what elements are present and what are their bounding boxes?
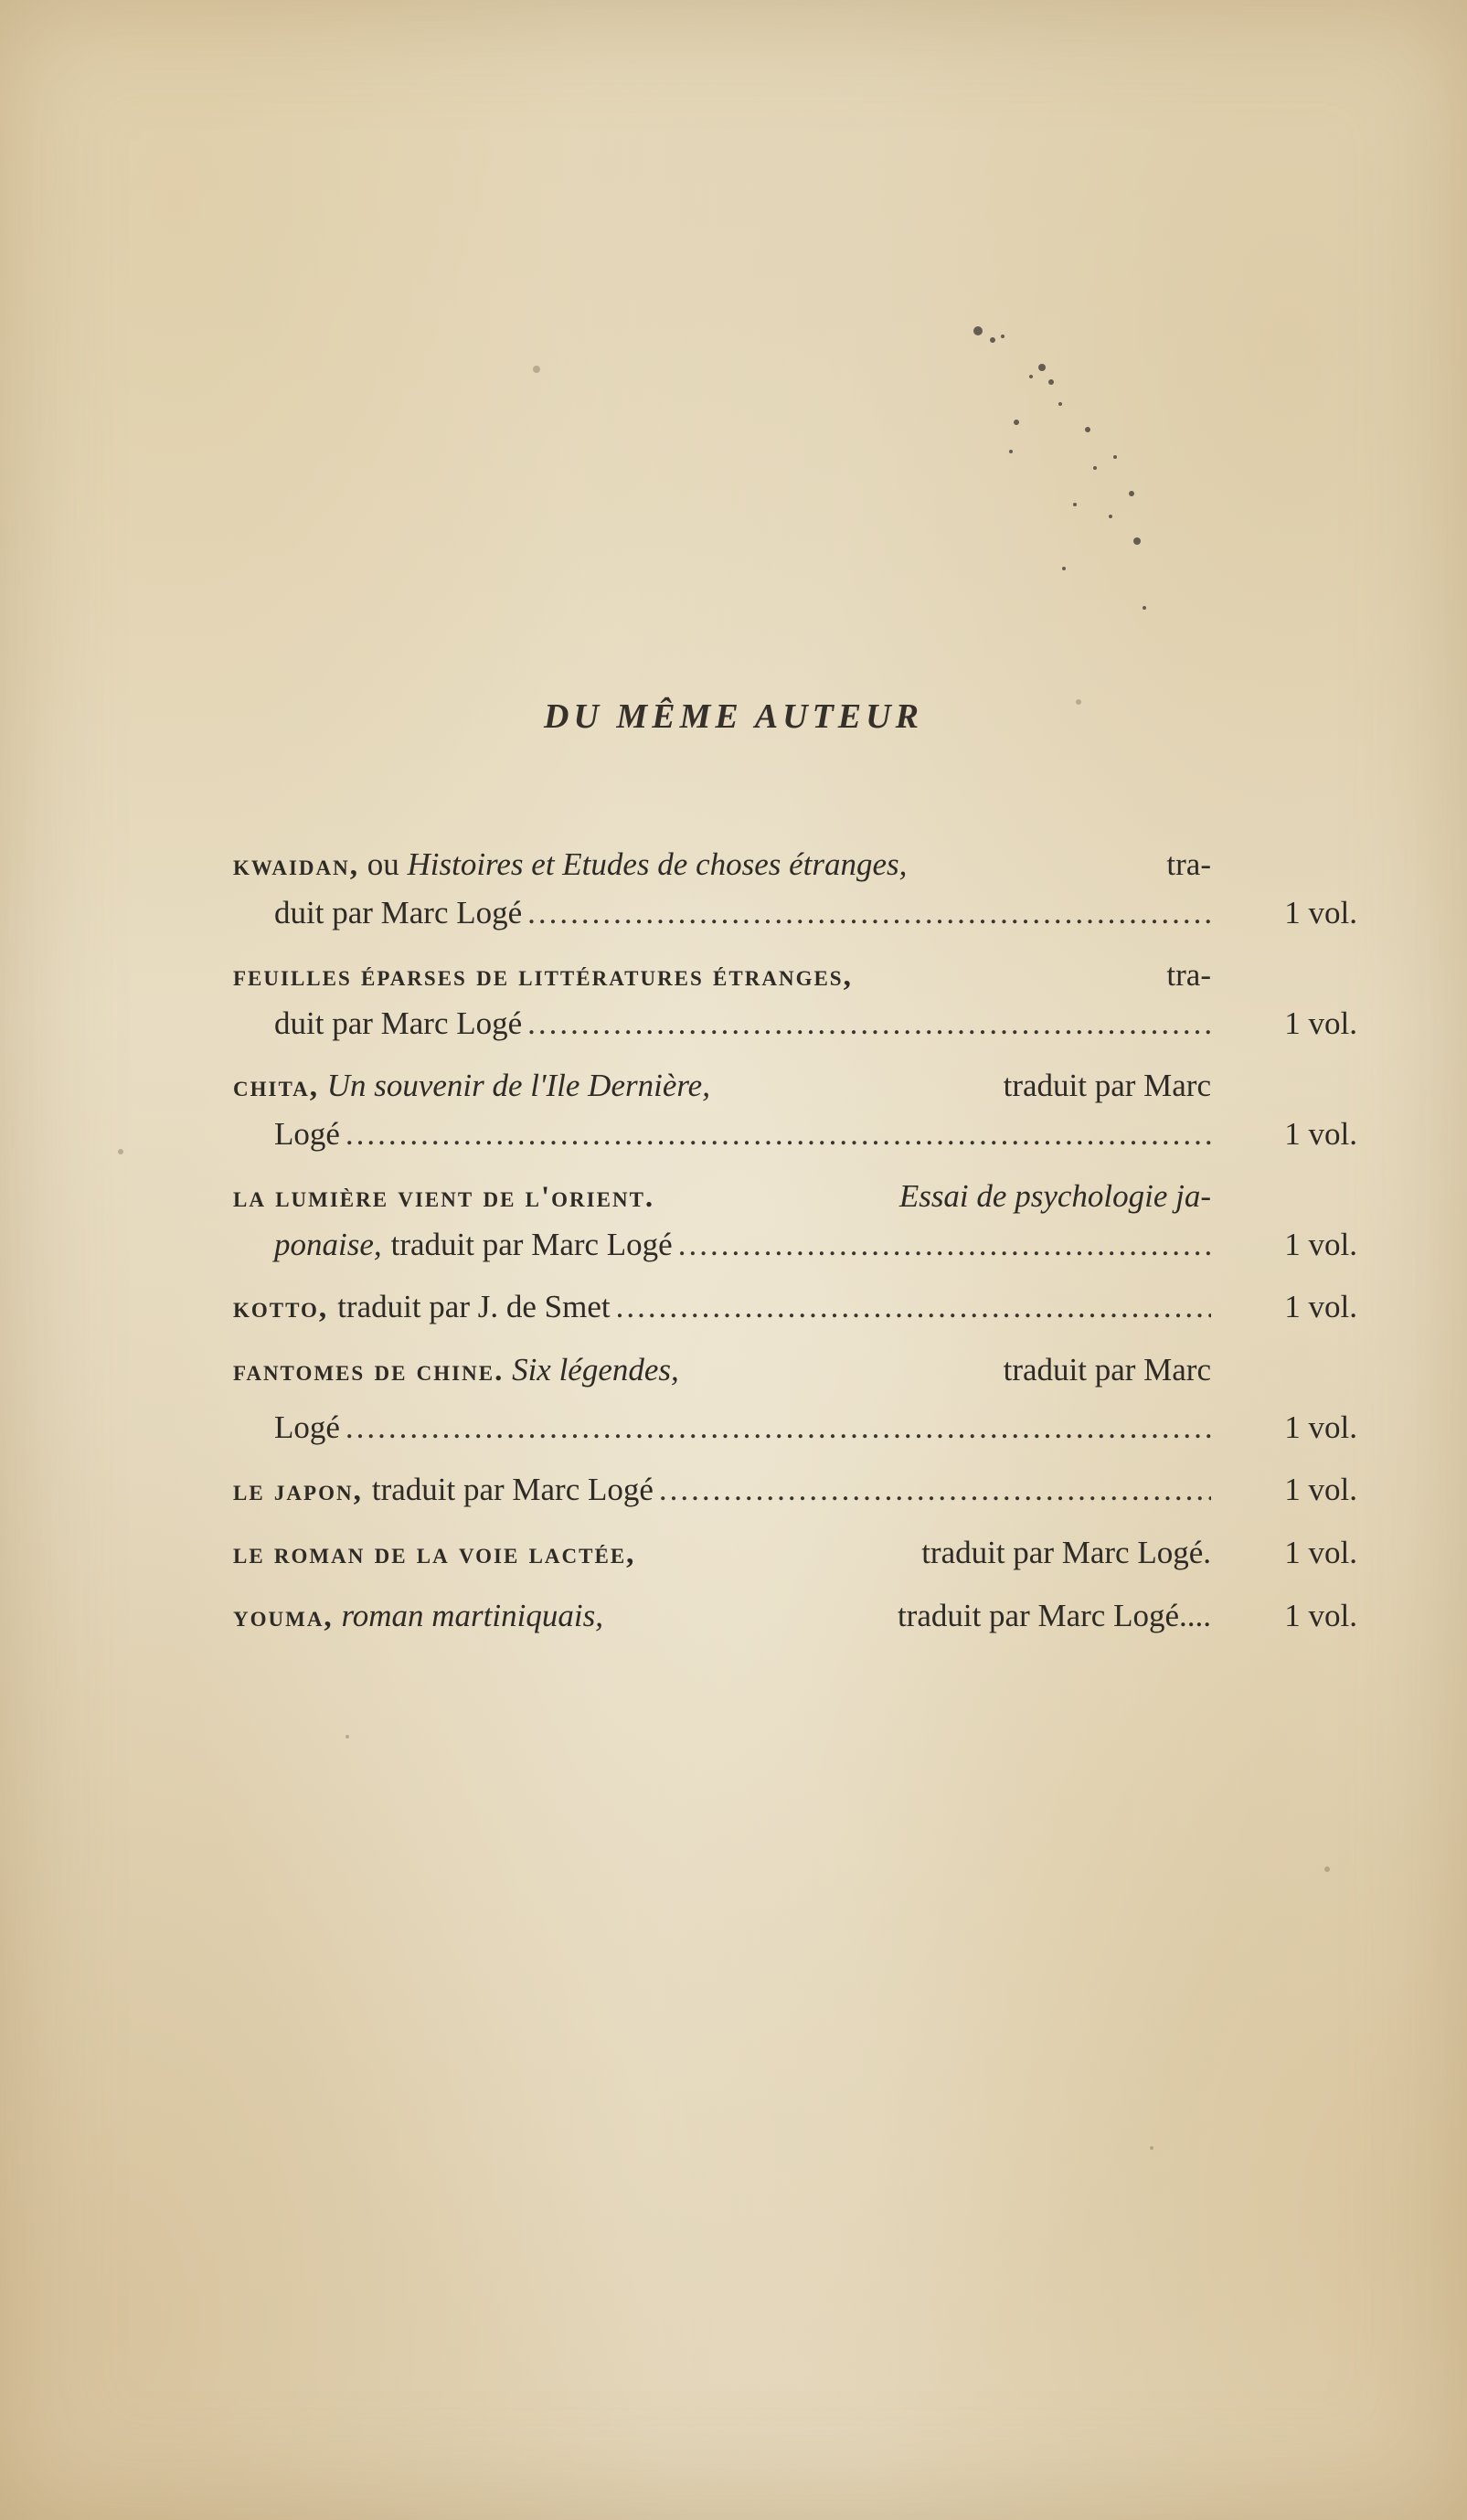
book-title: kwaidan, xyxy=(233,849,359,882)
list-item xyxy=(233,952,1366,1047)
volume-count: 1 vol. xyxy=(1284,1227,1357,1262)
dot-leader xyxy=(659,1466,1211,1514)
continuation-text: tra- xyxy=(1166,846,1211,882)
volume-count: 1 vol. xyxy=(1284,1409,1357,1445)
translator-text: traduit par Marc Logé xyxy=(371,1472,654,1507)
book-subtitle: Histoires et Etudes de choses étranges, xyxy=(407,846,908,882)
volume-count: 1 vol. xyxy=(1284,1535,1357,1570)
list-item xyxy=(233,1346,1366,1451)
continuation-text: traduit par Marc xyxy=(1003,1068,1211,1103)
book-subtitle: Essai de psychologie ja- xyxy=(898,1178,1211,1214)
book-list xyxy=(233,841,1366,1655)
continuation-text: tra- xyxy=(1166,957,1211,993)
dot-leader xyxy=(527,1000,1211,1047)
volume-count: 1 vol. xyxy=(1284,895,1357,930)
list-item xyxy=(233,1173,1366,1269)
book-title: youma, xyxy=(233,1600,334,1633)
list-item xyxy=(233,1466,1366,1515)
volume-count: 1 vol. xyxy=(1284,1005,1357,1041)
continuation-text: traduit par Marc xyxy=(1003,1352,1211,1388)
list-item xyxy=(233,1529,1366,1578)
translator-text: traduit par Marc Logé. xyxy=(921,1535,1211,1570)
translator-text: traduit par Marc Logé.... xyxy=(897,1598,1211,1633)
dot-leader xyxy=(616,1283,1211,1331)
translator-text: duit par Marc Logé xyxy=(274,895,523,930)
book-subtitle-end: ponaise, xyxy=(274,1227,382,1262)
dot-leader xyxy=(345,1111,1211,1158)
dot-leader xyxy=(345,1404,1211,1451)
volume-count: 1 vol. xyxy=(1284,1472,1357,1507)
book-title: chita, xyxy=(233,1070,319,1103)
volume-count: 1 vol. xyxy=(1284,1289,1357,1324)
book-title: feuilles éparses de littératures étranges, xyxy=(233,960,853,993)
page-title: DU MÊME AUTEUR xyxy=(544,697,923,736)
translator-text: duit par Marc Logé xyxy=(274,1005,523,1041)
book-subtitle: roman martiniquais, xyxy=(341,1598,603,1633)
dot-leader xyxy=(678,1221,1211,1269)
book-title: fantomes de chine. xyxy=(233,1355,505,1388)
translator-text: Logé xyxy=(274,1409,340,1445)
list-item xyxy=(233,1592,1366,1641)
volume-count: 1 vol. xyxy=(1284,1598,1357,1633)
translator-text: Logé xyxy=(274,1116,340,1152)
book-title: le japon, xyxy=(233,1474,363,1507)
book-title: le roman de la voie lactée, xyxy=(233,1537,636,1570)
book-title: la lumière vient de l'orient. xyxy=(233,1181,655,1214)
list-item xyxy=(233,841,1366,937)
list-item xyxy=(233,1283,1366,1332)
book-subtitle: Six légendes, xyxy=(512,1352,679,1388)
dot-leader xyxy=(527,889,1211,937)
book-title: kotto, xyxy=(233,1292,329,1324)
connector-text: ou xyxy=(367,846,399,882)
list-item xyxy=(233,1062,1366,1158)
translator-text: traduit par Marc Logé xyxy=(390,1227,673,1262)
volume-count: 1 vol. xyxy=(1284,1116,1357,1152)
translator-text: traduit par J. de Smet xyxy=(337,1289,611,1324)
book-subtitle: Un souvenir de l'Ile Dernière, xyxy=(326,1068,710,1103)
